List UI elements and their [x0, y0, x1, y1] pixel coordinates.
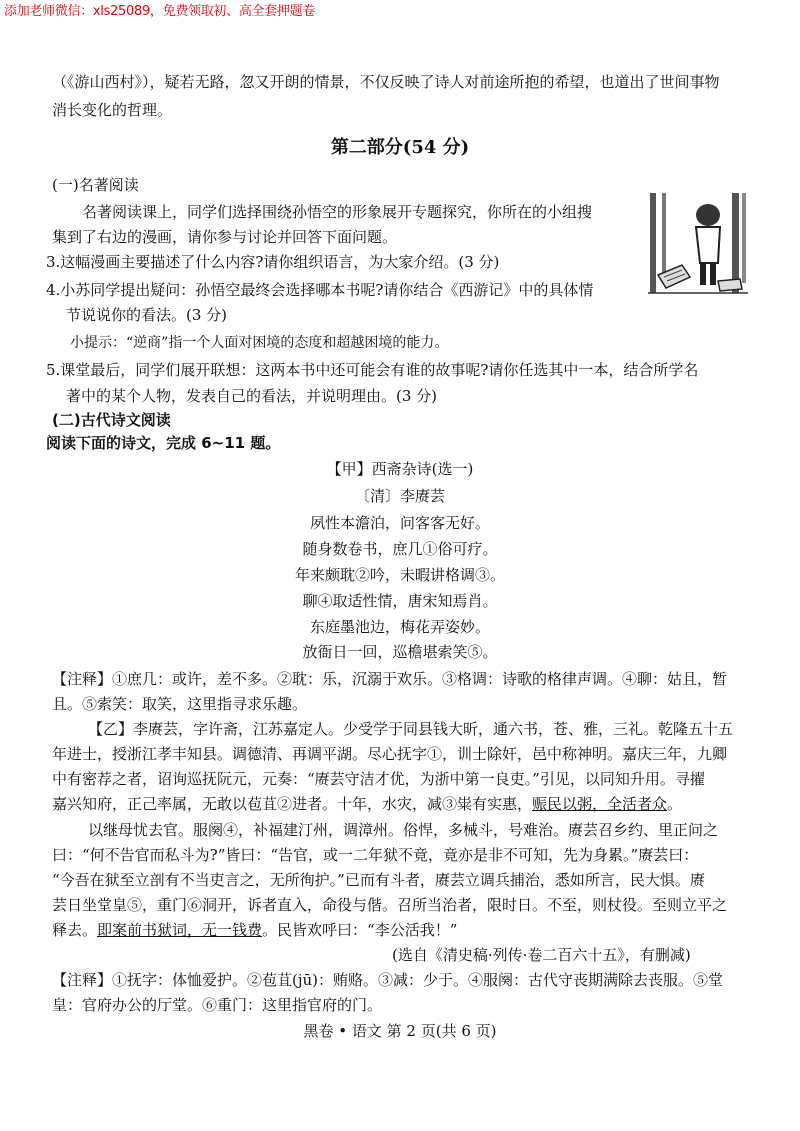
underlined-sentence-2: 即案前书狱词，无一钱费 — [97, 921, 263, 939]
part-title: 第二部分(54 分) — [330, 137, 470, 158]
note1-line-1: 【注释】①庶几：或许，差不多。②耽：乐，沉溺于欢乐。③格调：诗歌的格律声调。④聊：姑且，暂 — [52, 670, 728, 688]
section1-intro-1: 名著阅读课上，同学们选择围绕孙悟空的形象展开专题探究，你所在的小组搜 — [82, 203, 593, 221]
prose-source: (选自《清史稿·列传·卷二百六十五》，有删减) — [392, 946, 691, 964]
prose-p2-line-1: 以继母忧去官。服阕④，补福建汀州，调漳州。俗悍，多械斗，号难治。赓芸召乡约、里正问之 — [88, 821, 719, 839]
poem-line: 东庭墨池边，梅花弄姿妙。 — [309, 618, 490, 636]
poem-line: 放衙日一回，巡檐堪索笑⑤。 — [302, 643, 498, 661]
prose-text: 释去。 — [52, 921, 98, 939]
intro-line-2: 消长变化的哲理。 — [52, 101, 173, 119]
prose-p1-line-1: 【乙】李赓芸，字许斋，江苏嘉定人。少受学于同县钱大昕，通六书，苍、雅，三礼。乾隆五十五 — [88, 720, 734, 738]
watermark-text: 添加老师微信：xls25089，免费领取初、高全套押题卷 — [4, 4, 316, 19]
intro-line-1: （《游山西村》），疑若无路，忽又开朗的情景，不仅反映了诗人对前途所抱的希望，也道出了世间事物 — [52, 73, 720, 91]
prose-text: 。民皆欢呼曰：“李公活我！” — [262, 921, 458, 939]
poem-title: 【甲】西斋杂诗(选一) — [326, 460, 474, 478]
section1-heading: (一)名著阅读 — [52, 176, 139, 194]
prose-text: 。 — [667, 795, 683, 813]
poem-line: 年来颇耽②吟，未暇讲格调③。 — [294, 566, 505, 584]
prose-p2-line-5 — [52, 918, 457, 942]
prose-p2-line-4: 芸日坐堂皇⑤，重门⑥洞开，诉者直入，命役与偕。召所当治者，限时日。不至，则杖役。至则立平之 — [52, 896, 728, 914]
prose-text: 嘉兴知府，正己率属，无敢以苞苴②进者。十年，水灾，减③粜有实惠， — [52, 795, 533, 813]
question-4-line-2: 节说说你的看法。(3 分) — [66, 306, 228, 324]
section2-heading: (二)古代诗文阅读 — [52, 411, 171, 429]
section1-intro-2: 集到了右边的漫画，请你参与讨论并回答下面问题。 — [52, 228, 398, 246]
prose-p1-line-4 — [52, 792, 682, 816]
note2-line-2: 皇：官府办公的厅堂。⑥重门：这里指官府的门。 — [52, 996, 383, 1014]
question-5-line-2: 著中的某个人物，发表自己的看法，并说明理由。(3 分) — [66, 387, 438, 405]
hint-text: 小提示：“逆商”指一个人面对困境的态度和超越困境的能力。 — [70, 335, 449, 351]
prose-p1-line-2: 年进士，授浙江孝丰知县。调德清、再调平湖。尽心抚字①，训士除奸，邑中称神明。嘉庆三年，九卿 — [52, 745, 728, 763]
poem-line: 随身数卷书，庶几①俗可疗。 — [302, 540, 498, 558]
poem-line: 夙性本澹泊，问客客无好。 — [309, 514, 490, 532]
note2-line-1: 【注释】①抚字：体恤爱护。②苞苴(jū)：贿赂。③减：少于。④服阕：古代守丧期满除去丧服。⑤堂 — [52, 971, 724, 989]
section2-instruction: 阅读下面的诗文，完成 6~11 题。 — [46, 434, 281, 452]
prose-p2-line-2: 曰：“何不告官而私斗为?”皆曰：“告官，或一二年狱不竟，竟亦是非不可知，先为身累。”赓芸曰： — [52, 846, 699, 864]
monkey-king-comic — [648, 193, 748, 298]
prose-p2-line-3: “今吾在狱至立剖有不当吏言之，无所徇护。”已而有斗者，赓芸立调兵捕治，悉如所言，民大惧。赓 — [52, 871, 705, 889]
underlined-sentence-1: 赈民以粥，全活者众 — [532, 795, 668, 813]
question-3: 3.这幅漫画主要描述了什么内容?请你组织语言，为大家介绍。(3 分) — [46, 253, 500, 271]
question-4-line-1: 4.小苏同学提出疑问：孙悟空最终会选择哪本书呢?请你结合《西游记》中的具体情 — [46, 281, 594, 299]
poem-author: 〔清〕李赓芸 — [354, 487, 445, 505]
question-5-line-1: 5.课堂最后，同学们展开联想：这两本书中还可能会有谁的故事呢?请你任选其中一本，结合所学名 — [46, 361, 699, 379]
poem-line: 聊④取适性情，唐宋知焉肖。 — [302, 592, 498, 610]
prose-p1-line-3: 中有密荐之者，诏询巡抚阮元，元奏：“赓芸守洁才优，为浙中第一良吏。”引见，以同知升用。寻擢 — [52, 770, 705, 788]
page-footer: 黑卷 • 语文 第 2 页(共 6 页) — [303, 1022, 497, 1040]
note1-line-2: 且。⑤索笑：取笑，这里指寻求乐趣。 — [52, 695, 308, 713]
